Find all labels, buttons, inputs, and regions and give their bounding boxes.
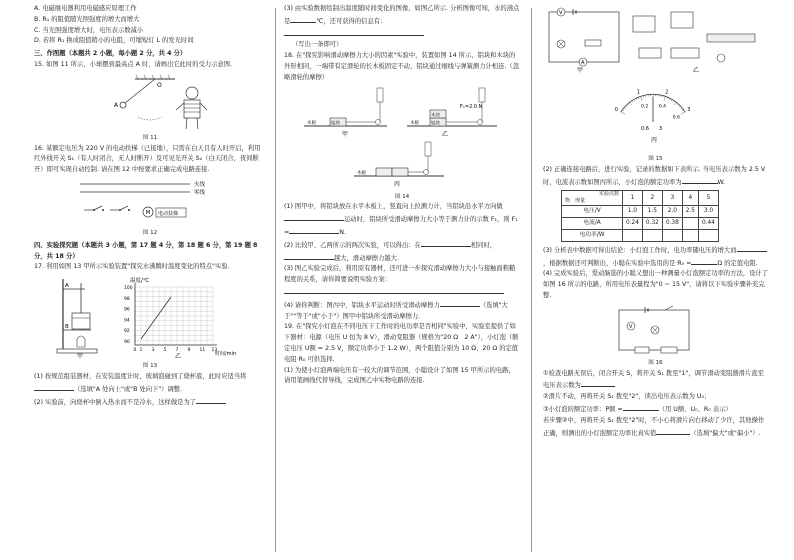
terminal-label: 0.6 xyxy=(641,126,649,132)
question-18-3: (3) 图乙实验完成后，利用原有器材，还可进一步探究滑动摩擦力大小与接触面粗糙程度的关系，请你简要说明实验方案： xyxy=(284,265,516,284)
y-axis-title: 温度/℃ xyxy=(130,278,150,285)
motor-label: 电动扶梯 xyxy=(158,210,179,217)
y-tick-label: 96 xyxy=(124,307,130,313)
figure-13-caption: 图 13 xyxy=(142,363,158,370)
dial-tick xyxy=(664,96,666,101)
dial-label: 0 xyxy=(614,106,618,113)
question-18-3-answer xyxy=(284,286,520,299)
x-tick-label: 5 xyxy=(163,348,167,354)
block-label: 铝块 xyxy=(431,121,440,127)
question-17-3-note: （写出一条即可） xyxy=(292,41,343,49)
circuit-diagram-12 xyxy=(70,178,230,226)
question-16: 16. 某额定电压为 220 V 的电动扶梯（已接地），只需在白天且有人时开启，利用红外线开关 S₁（有人时闭合，无人时断开）及可见光开关 S₂（白天闭合，夜间断开）即可实现自动控制. 请在图 12 中按要求正确完成电路连接. xyxy=(34,144,261,174)
dial-tick xyxy=(679,106,680,107)
circuit-figure-15 xyxy=(543,4,763,154)
section-3-heading: 三、作图题（本题共 2 小题，每小题 2 分，共 4 分） xyxy=(34,50,187,58)
subfig-jia: 甲 xyxy=(577,67,584,74)
column-middle xyxy=(284,4,520,387)
table-col-header: 1 xyxy=(623,191,643,206)
answer-blank[interactable] xyxy=(623,403,659,411)
x-tick-label: 7 xyxy=(175,348,179,354)
answer-blank[interactable] xyxy=(290,15,316,23)
answer-blank[interactable] xyxy=(284,286,504,294)
dial-tick xyxy=(626,106,627,107)
answer-blank[interactable] xyxy=(34,383,74,391)
figure-15 xyxy=(543,4,763,154)
table-row xyxy=(562,229,719,241)
figure-13 xyxy=(55,275,245,359)
question-18-1: (1) 图甲中，将铝块放在水平木板上，竖直向上拉测力计，当铝块沿水平方向做运动时，铝块所受滑动摩擦力大小等于测力计的示数 F₁，则 F₁ = N. xyxy=(284,203,518,236)
figure-16-caption: 图 16 xyxy=(648,359,663,366)
dial-tick xyxy=(624,108,626,109)
dial-label: 3 xyxy=(687,106,691,113)
dial-label: 0.4 xyxy=(658,104,667,110)
table-cell[interactable] xyxy=(682,229,698,241)
table-cell[interactable] xyxy=(623,229,643,241)
y-tick-label: 100 xyxy=(124,286,133,292)
y-tick-label: 94 xyxy=(124,318,130,324)
svg-text:V: V xyxy=(628,323,632,330)
column-divider xyxy=(275,8,276,552)
x-tick-label: 0 xyxy=(133,348,137,354)
question-17-3: (3) 由实验数据绘制出温度随时间变化的图像，如图乙所示. 分析图像可知，水的沸点是 ℃，还可获得的信息有： xyxy=(284,5,520,25)
figure-14 xyxy=(302,86,502,190)
dial-tick xyxy=(641,96,643,101)
x-tick-label: 1 xyxy=(139,348,143,354)
figure-11-caption: 图 11 xyxy=(142,134,158,141)
figure-12-caption: 图 12 xyxy=(142,229,158,236)
question-19-3: (3) 分析表中数据可得出结论：小灯泡工作时，电功率随电压的增大而，根据数据还可判断出，小聪在实验中选用的是 R₀ = Ω 的定值电阻. xyxy=(543,244,768,270)
table-cell: 1.0 xyxy=(623,206,643,218)
dial-tick xyxy=(682,110,684,111)
column-right xyxy=(543,4,768,439)
option-d: D. 若将 R₁ 换成阻值稍小的电阻，可缩短灯 L 的发光时间 xyxy=(34,37,194,45)
step-1: ①检查电路无误后，闭合开关 S，将开关 S₁ 拨至"1"，调节滑动变阻器滑片直至电压表示数为 xyxy=(543,369,764,390)
question-17-3-extra xyxy=(284,28,520,41)
svg-text:A: A xyxy=(581,60,585,66)
boiling-apparatus-and-graph xyxy=(55,275,245,359)
answer-blank[interactable] xyxy=(737,244,767,252)
subfig-jia: 甲 xyxy=(77,353,84,360)
subfig-bing: 丙 xyxy=(651,137,658,144)
dial-label: 2 xyxy=(665,89,669,96)
subfig-bing: 丙 xyxy=(394,180,401,188)
figure-15-caption: 图 15 xyxy=(648,156,663,162)
question-19: 19. 在"探究小灯泡在不同电压下工作时的电功率是否相同"实验中，实验室提供了如下器材：电源（电压 U 恒为 8 V），滑动变阻器（规格为"20 Ω 2 A"），小灯泡（额定电压 U额 = 2.5 V，额定功率小于 1.2 W），两个阻值分别为 10 Ω、20 Ω 的定值电阻 R₀ 可供选择. xyxy=(284,323,519,363)
circuit-figure-16 xyxy=(611,304,701,356)
question-19-1: (1) 为使小灯泡两端电压有一较大的调节范围，小聪设计了如图 15 甲所示的电路，请用笔画线代替导线，完成图乙中实物电路的连接. xyxy=(284,366,515,385)
dial-tick xyxy=(681,112,685,115)
point-a-label: A xyxy=(114,101,119,109)
step-2: ②滑片不动，再将开关 S₁ 拨至"2"，读出电压表示数为 U₀； xyxy=(543,393,711,401)
table-cell[interactable] xyxy=(699,229,719,241)
friction-experiment-diagram xyxy=(302,86,502,190)
table-col-header: 4 xyxy=(682,191,698,206)
table-corner-header: 实验次数 物 理量 xyxy=(562,191,623,206)
neutral-wire-label: 零线 xyxy=(194,189,206,196)
data-table xyxy=(561,190,719,241)
question-15: 15. 如图 11 所示，小球摆到最高点 A 时，请画出它此时的受力示意图. xyxy=(34,60,233,68)
question-17-2: (2) 实验前，向烧杯中倒入热水而不是冷水，这样做是为了 xyxy=(34,396,266,409)
table-cell: 3.0 xyxy=(699,206,719,218)
dial-tick xyxy=(681,108,683,109)
table-row xyxy=(562,218,719,230)
table-cell[interactable] xyxy=(682,218,698,230)
table-col-header: 3 xyxy=(662,191,682,206)
svg-text:V: V xyxy=(559,10,563,16)
table-cell: 2.0 xyxy=(662,206,682,218)
temperature-line xyxy=(141,297,171,339)
dial-tick xyxy=(627,104,628,105)
dial-label: 1 xyxy=(636,89,641,96)
board-label: 木板 xyxy=(307,120,316,126)
table-cell[interactable] xyxy=(642,229,662,241)
y-tick-label: 90 xyxy=(124,340,130,346)
answer-blank[interactable] xyxy=(289,226,339,234)
answer-blank[interactable] xyxy=(440,299,480,307)
row-label: 电流/A xyxy=(562,218,623,230)
subfig-yi: 乙 xyxy=(442,130,449,138)
section-4-heading: 四、实验探究题（本题共 3 小题，第 17 题 4 分，第 18 题 6 分，第 19 题 8 分，共 18 分） xyxy=(34,241,258,260)
table-col-header: 2 xyxy=(642,191,662,206)
axes xyxy=(135,283,217,345)
answer-blank[interactable] xyxy=(421,239,471,247)
board-label: 木板 xyxy=(357,170,366,176)
x-axis-title: 时间/min xyxy=(215,351,237,358)
dial-tick xyxy=(674,102,676,105)
x-tick-label: 9 xyxy=(187,348,191,354)
pendulum-diagram xyxy=(80,73,220,131)
figure-11 xyxy=(80,73,220,131)
column-left xyxy=(34,4,266,408)
answer-blank[interactable] xyxy=(581,379,615,387)
row-label: 电压/V xyxy=(562,206,623,218)
answer-blank[interactable] xyxy=(196,396,226,404)
question-17-1: (1) 按规范组装器材，在安装温度计时，玻璃泡碰到了烧杯底，此时应适当将（选填"A 处向上"或"B 处向下"）调整. xyxy=(34,372,247,393)
question-18-2: (2) 比较甲、乙两所示的两次实验，可以得出：在 相同时，越大，滑动摩擦力越大. xyxy=(284,239,520,265)
answer-blank[interactable] xyxy=(284,213,344,221)
mark-a: A xyxy=(65,283,69,290)
answer-blank[interactable] xyxy=(284,28,424,36)
figure-12 xyxy=(70,178,230,226)
table-cell: 0.24 xyxy=(623,218,643,230)
table-cell: 2.5 xyxy=(682,206,698,218)
option-c: C. 当光照强度增大时，电压表示数减小 xyxy=(34,26,144,34)
x-tick-label: 3 xyxy=(151,348,155,354)
answer-blank[interactable] xyxy=(682,176,718,184)
y-tick-label: 92 xyxy=(124,329,130,335)
dial-tick xyxy=(622,110,624,111)
dial-tick xyxy=(621,112,625,115)
table-cell: 0.32 xyxy=(642,218,662,230)
step-4: 若步骤②中，再将开关 S₁ 拨至"2"时，不小心将滑片向右移动了少许，其他操作正确，则测出的小灯泡额定功率比真实值 （选填"偏大"或"偏小"）. xyxy=(543,416,765,437)
live-wire-label: 火线 xyxy=(194,181,206,188)
point-o-label: O xyxy=(157,81,162,89)
question-17: 17. 利用如图 13 甲所示实验装置"探究水沸腾时温度变化的特点"实验. xyxy=(34,263,230,271)
y-tick-label: 98 xyxy=(124,296,130,302)
table-row xyxy=(562,206,719,218)
x-tick-label: 11 xyxy=(199,348,206,354)
column-divider xyxy=(531,8,532,552)
table-cell: 0.44 xyxy=(699,218,719,230)
dial-label: 0.6 xyxy=(672,115,680,121)
block-label: 铝块 xyxy=(331,121,340,127)
figure-14-caption: 图 14 xyxy=(394,193,410,200)
question-18: 18. 在"探究影响滑动摩擦力大小的因素"实验中，装置如图 14 所示，铝块和木块的外形相同，一端带有定滑轮的长木板固定不动，铝块通过细线与弹簧测力计相连.（忽略滑轮的摩擦） xyxy=(284,52,519,81)
table-cell[interactable] xyxy=(662,229,682,241)
step-3: ③小灯泡的额定功率：P额 = （用 U额、U₀、R₀ 表示） xyxy=(543,403,768,416)
dial-tick xyxy=(677,104,678,105)
question-19-2: (2) 正确连接电路后，进行实验，记录的数据如下表所示. 当电压表示数为 2.5 V 时，电流表示数如图丙所示，小灯泡的额定功率为 W. xyxy=(543,165,766,186)
table-cell: 0.38 xyxy=(662,218,682,230)
mark-b: B xyxy=(65,324,69,331)
force-label: F₁=2.0 N xyxy=(460,103,483,110)
option-b: B. R₁ 的阻值随光照强度的增大而增大 xyxy=(34,15,140,23)
table-cell: 1.5 xyxy=(642,206,662,218)
answer-blank[interactable] xyxy=(691,257,717,265)
subfig-yi: 乙 xyxy=(175,353,182,360)
option-a: A. 电磁继电器利用电磁感应原理工作 xyxy=(34,5,137,12)
x-tick-label: 13 xyxy=(211,348,218,354)
terminal-label: 3 xyxy=(659,126,663,132)
question-19-4: (4) 完成实验后，爱动脑筋的小聪又想出一种测量小灯泡额定功率的方法，设计了如图 16 所示的电路，所用电压表量程为"0 ~ 15 V"，请将以下实验步骤补充完整. xyxy=(543,270,769,299)
row-label: 电功率/W xyxy=(562,229,623,241)
subfig-yi: 乙 xyxy=(693,67,700,74)
board-label: 木板 xyxy=(410,120,419,126)
svg-text:M: M xyxy=(145,209,151,216)
subfig-jia: 甲 xyxy=(342,130,349,138)
dial-label: 0.2 xyxy=(641,104,649,110)
question-18-4: (4) 请你判断：图丙中，铝块水平运动时所受滑动摩擦力 （选填"大于""等于"或"小于"）图甲中铝块所受滑动摩擦力. xyxy=(284,299,520,323)
answer-blank[interactable] xyxy=(284,252,334,260)
answer-blank[interactable] xyxy=(656,427,690,435)
table-col-header: 5 xyxy=(699,191,719,206)
block-label: 木块 xyxy=(431,113,440,119)
figure-16 xyxy=(611,304,701,356)
dial-tick xyxy=(629,102,631,105)
